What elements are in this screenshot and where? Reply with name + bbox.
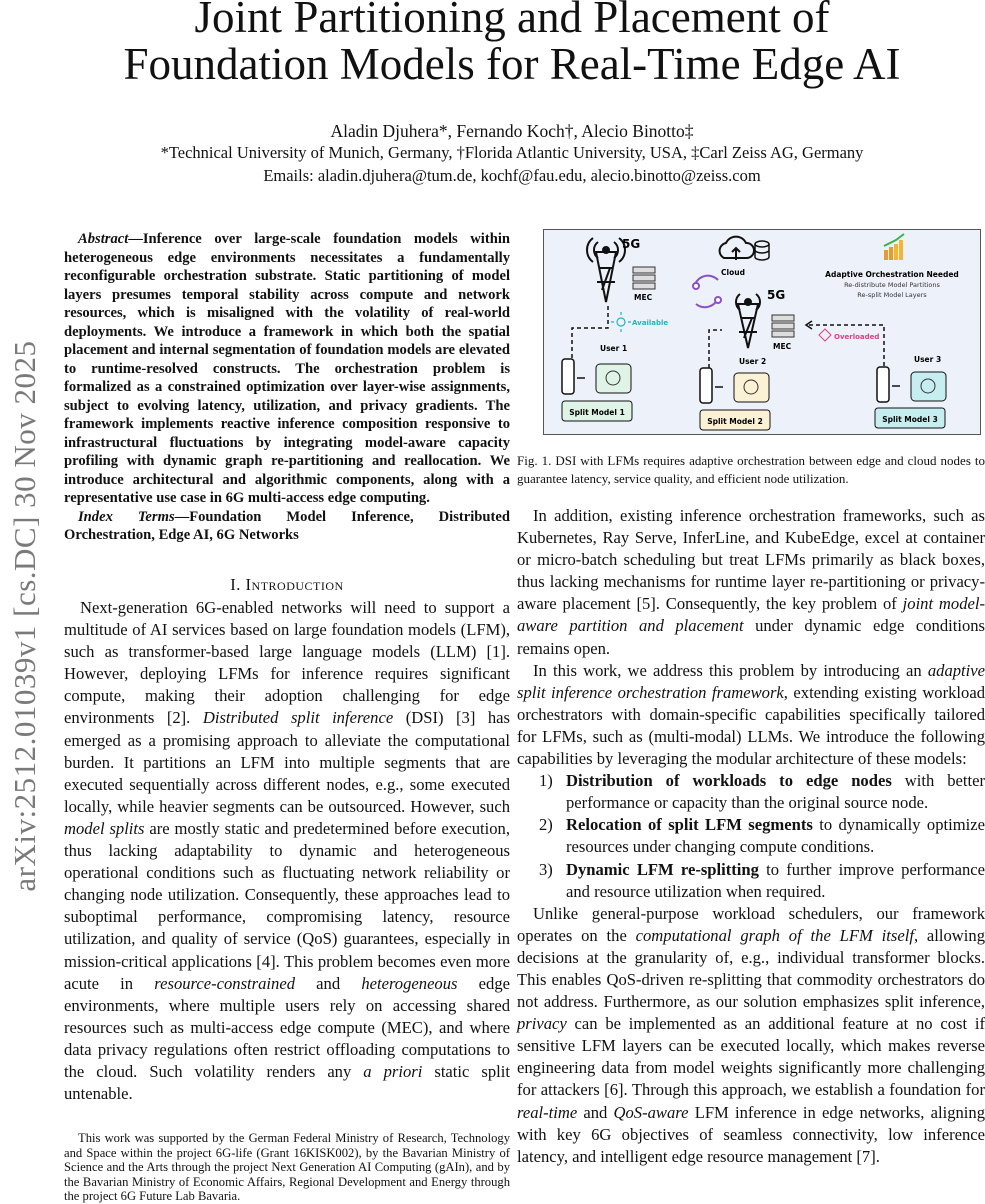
emphasis-text: adaptive split inference orchestration framework: [517, 660, 985, 702]
text-segment: In this work, we address this problem by introducing an: [533, 660, 928, 680]
model-icon-1: [596, 364, 631, 393]
mec-label-2: MEC: [773, 342, 792, 351]
model-icon-3: [911, 372, 946, 401]
emphasis-text: QoS-aware: [613, 1102, 689, 1122]
intro-right-column: [517, 505, 985, 1168]
figure-1: [543, 229, 981, 435]
figure-caption: Fig. 1. DSI with LFMs requires adaptive orchestration between edge and cloud nodes to guarantee latency, service quality, and efficient node utilization.: [517, 453, 985, 486]
emphasis-text: Index Terms: [78, 508, 175, 525]
split-model-1-label: Split Model 1: [569, 408, 625, 417]
author-list: Aladin Djuhera*, Fernando Koch†, Alecio Binotto‡: [330, 121, 694, 141]
phone-icon-2: [700, 368, 712, 403]
connection-user2: [709, 330, 722, 368]
index-terms: [64, 508, 510, 545]
text-segment: In addition, existing inference orchestration frameworks, such as Kubernetes, Ray Serve, InferLine, and KubeEdge, excel at container or micro-batch scheduling but treat LFMs primarily as black boxes, thus lacking mechanisms for runtime layer re-partitioning or privacy-aware placement [5]. Consequently, the key problem of: [517, 506, 985, 614]
list-number: 2): [539, 815, 553, 835]
text-segment: —Inference over large-scale foundation models within heterogeneous edge environments necessitates a fundamentally reconfigurable orchestration substrate. Static partitioning of model layers presumes temporal stability across compute and network resources, which is misaligned with the volatility of real-world deployments. We introduce a framework in which both the spatial placement and internal segmentation of foundation models are elevated to runtime-resolved constructs. The orchestration problem is formalized as a constrained optimization over layer-wise assignments, subject to evolving latency, utilization, and privacy gradients. The framework implements reactive inference composition responsive to infrastructural fluctuations by integrating model-aware capacity profiling with dynamic graph re-partitioning and reallocation. We introduce architectural and algorithmic components, along with a representative use case in 6G multi-access edge computing.: [64, 231, 510, 506]
body-paragraph: [64, 597, 510, 1105]
cloud-icon: [720, 237, 754, 260]
text-segment: and: [577, 1102, 614, 1122]
emphasis-text: privacy: [517, 1014, 567, 1034]
split-model-2-label: Split Model 2: [707, 417, 763, 426]
list-number: 1): [539, 771, 553, 791]
available-label: Available: [632, 319, 669, 327]
list-item-text: with better performance or capacity than the original source node.: [566, 771, 985, 813]
body-paragraph: [517, 660, 985, 770]
list-item: [517, 770, 985, 814]
cell-tower-icon-2: [736, 294, 760, 348]
emphasis-text: resource-constrained: [154, 973, 295, 993]
list-item: [517, 814, 985, 858]
emphasis-text: computational graph of the LFM itself: [635, 925, 914, 945]
model-icon-2: [734, 373, 769, 402]
connection-user3: [806, 325, 884, 366]
emails: Emails: aladin.djuhera@tum.de, kochf@fau.edu, alecio.binotto@zeiss.com: [263, 166, 761, 185]
phone-icon-1: [562, 359, 574, 394]
user2-label: User 2: [739, 357, 767, 366]
orchestration-line-2: Re-split Model Layers: [857, 291, 927, 299]
abstract: [64, 230, 510, 545]
text-segment: are mostly static and predetermined before execution, thus lacking adaptability to dynamic and heterogeneous operational conditions such as fluctuating network reliability or changing node utilization. Consequently, these approaches lead to suboptimal performance, compromising latency, resource utilization, and quality of service (QoS) guarantees, especially in mission-critical applications [4]. This problem becomes even more acute in: [64, 818, 511, 993]
list-item-bold: Distribution of workloads to edge nodes: [566, 771, 892, 791]
emphasis-text: Distributed split inference: [202, 708, 394, 728]
cell-tower-icon-1: [587, 238, 625, 302]
bar-chart-icon: [884, 234, 904, 260]
paper-title: [0, 0, 985, 88]
list-number: 3): [539, 859, 553, 879]
list-item-bold: Relocation of split LFM segments: [566, 815, 813, 835]
text-segment: Next-generation 6G-enabled networks will need to support a multitude of AI services based on large foundation models (LFM), such as transformer-based large language models (LLM) [1]. However, deploying LFMs for inference requires significant compute, making their adoption challenging for edge environments [2].: [64, 598, 510, 728]
intro-left-column: [64, 597, 510, 1105]
text-segment: , extending existing workload orchestrators with domain-specific capabilities specifically tailored for LFMs, such as (multi-modal) LLMs. We introduce the following capabilities by leveraging the modular architecture of these models:: [517, 682, 985, 769]
emphasis-text: heterogeneous: [361, 973, 458, 993]
body-paragraph: [517, 903, 985, 1168]
capability-list: [517, 770, 985, 903]
mec-label-1: MEC: [634, 293, 653, 302]
section-heading: I. Introduction: [230, 575, 344, 594]
figure-diagram: [544, 230, 979, 433]
database-icon: [755, 241, 769, 260]
cloud-label: Cloud: [721, 268, 745, 277]
orchestration-title: Adaptive Orchestration Needed: [825, 270, 959, 279]
text-segment: (DSI) [3] has emerged as a promising approach to alleviate the computational burden. It partitions an LFM into multiple segments that are executed sequentially across different nodes, e.g., some executed locally, while heavier segments can be outsourced. However, such: [64, 708, 510, 816]
title-line-2: Foundation Models for Real-Time Edge AI: [123, 39, 901, 89]
text-segment: , allowing decisions at the granularity of, e.g., individual transformer blocks. This enables QoS-driven re-splitting that commodity orchestrators do not address. Furthermore, as our solution emphasizes split inference,: [517, 925, 985, 1012]
warning-diamond-icon: [819, 329, 831, 341]
list-item-bold: Dynamic LFM re-splitting: [566, 859, 759, 879]
emphasis-text: a priori: [363, 1061, 423, 1081]
split-model-3-label: Split Model 3: [882, 415, 938, 424]
list-item: [517, 859, 985, 903]
text-segment: and: [295, 973, 362, 993]
footnote: [64, 1131, 510, 1204]
phone-icon-3: [877, 367, 889, 402]
text-segment: —Foundation Model Inference, Distributed Orchestration, Edge AI, 6G Networks: [64, 508, 510, 543]
text-segment: edge environments, where multiple users rely on accessing shared resources such as multi-access edge compute (MEC), and where data privacy regulations often restrict offloading computations to the cloud. Such volatility renders any: [64, 973, 510, 1081]
sync-icon: [693, 276, 721, 307]
list-item-text: to further improve performance and resource utilization when required.: [566, 859, 985, 901]
text-segment: LFM inference in edge networks, aligning with key 6G objectives of seamless connectivity, low inference latency, and intelligent edge resource management [7].: [517, 1102, 985, 1166]
server-icon-2: [772, 315, 794, 337]
emphasis-text: Abstract: [78, 231, 129, 247]
orchestration-line-1: Re-distribute Model Partitions: [844, 281, 940, 289]
abstract-paragraph: [64, 230, 510, 508]
user1-label: User 1: [600, 344, 628, 353]
fiveg-label-1: 5G: [622, 237, 641, 251]
emphasis-text: joint model-aware partition and placement: [517, 594, 985, 636]
footnote-text: This work was supported by the German Federal Ministry of Research, Technology and Space within the project 6G-life (Grant 16KISK002), by the Bavarian Ministry of Science and the Arts through the project Next Generation AI Computing (gAIn), and by the Bavarian Ministry of Economic Affairs, Regional Development and Energy through the project 6G Future Lab Bavaria.: [64, 1131, 510, 1204]
list-item-text: to dynamically optimize resources under changing compute conditions.: [566, 815, 985, 857]
text-segment: Unlike general-purpose workload schedulers, our framework operates on the: [517, 903, 985, 945]
overloaded-label: Overloaded: [834, 333, 880, 341]
title-line-1: Joint Partitioning and Placement of: [194, 0, 830, 42]
affiliations: *Technical University of Munich, Germany, †Florida Atlantic University, USA, ‡Carl Zeiss AG, Germany: [160, 143, 864, 162]
server-icon-1: [633, 267, 655, 289]
sun-icon: [611, 312, 631, 332]
text-segment: static split untenable.: [64, 1061, 510, 1104]
emphasis-text: real-time: [517, 1102, 578, 1122]
text-segment: under dynamic edge conditions remains open.: [517, 616, 985, 658]
arxiv-stamp: arXiv:2512.01039v1 [cs.DC] 30 Nov 2025: [7, 340, 42, 892]
emphasis-text: model splits: [64, 818, 145, 838]
text-segment: can be implemented as an additional feature at no cost if sensitive LFM layers can be executed locally, which makes reverse engineering data from model weights significantly more challenging for attackers [6]. Through this approach, we establish a foundation for: [517, 1014, 985, 1100]
fiveg-label-2: 5G: [767, 288, 786, 302]
user3-label: User 3: [914, 355, 942, 364]
body-paragraph: [517, 505, 985, 660]
